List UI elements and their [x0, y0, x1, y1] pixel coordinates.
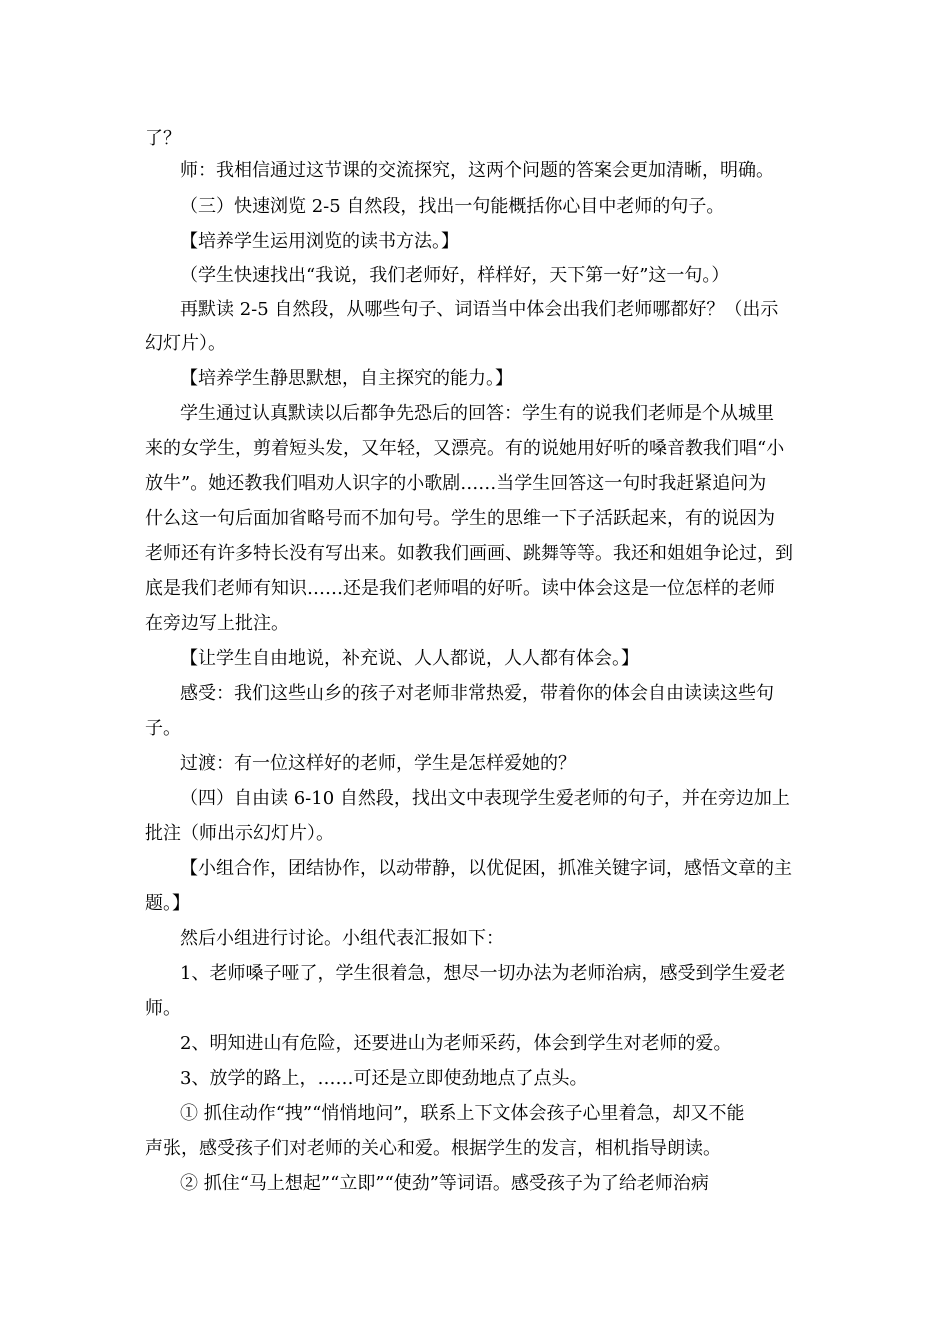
text-line: （三）快速浏览 2-5 自然段，找出一句能概括你心目中老师的句子。 — [180, 196, 725, 217]
text-line: 幻灯片）。 — [145, 333, 226, 354]
text-line: ② 抓住“马上想起”“立即”“使劲”等词语。感受孩子为了给老师治病 — [180, 1173, 709, 1194]
text-line: 感受：我们这些山乡的孩子对老师非常热爱，带着你的体会自由读读这些句 — [180, 683, 774, 704]
text-line: 2、明知进山有危险，还要进山为老师采药，体会到学生对老师的爱。 — [180, 1033, 732, 1054]
text-line: 师：我相信通过这节课的交流探究，这两个问题的答案会更加清晰，明确。 — [180, 160, 774, 181]
text-line: 了？ — [145, 128, 181, 149]
text-line: 什么这一句后面加省略号而不加句号。学生的思维一下子活跃起来，有的说因为 — [145, 508, 775, 529]
text-line: 1、老师嗓子哑了，学生很着急，想尽一切办法为老师治病，感受到学生爱老 — [180, 963, 786, 984]
text-line: ① 抓住动作“拽”“悄悄地问”，联系上下文体会孩子心里着急，却又不能 — [180, 1103, 745, 1124]
text-line: 学生通过认真默读以后都争先恐后的回答：学生有的说我们老师是个从城里 — [180, 403, 774, 424]
text-line: 声张，感受孩子们对老师的关心和爱。根据学生的发言，相机指导朗读。 — [145, 1138, 721, 1159]
text-line: 在旁边写上批注。 — [145, 613, 289, 634]
text-line: 【培养学生静思默想，自主探究的能力。】 — [180, 368, 513, 389]
text-line: 老师还有许多特长没有写出来。如教我们画画、跳舞等等。我还和姐姐争论过，到 — [145, 543, 793, 564]
text-line: 【小组合作，团结协作，以动带静，以优促困，抓准关键字词，感悟文章的主 — [180, 858, 792, 879]
text-line: 过渡：有一位这样好的老师，学生是怎样爱她的？ — [180, 753, 576, 774]
text-line: 批注（师出示幻灯片）。 — [145, 823, 334, 844]
text-line: 底是我们老师有知识……还是我们老师唱的好听。读中体会这是一位怎样的老师 — [145, 578, 775, 599]
text-line: 然后小组进行讨论。小组代表汇报如下： — [180, 928, 504, 949]
text-line: （学生快速找出“我说，我们老师好，样样好，天下第一好”这一句。） — [180, 265, 730, 286]
text-line: 子。 — [145, 718, 181, 739]
text-line: 【培养学生运用浏览的读书方法。】 — [180, 231, 459, 252]
text-line: 来的女学生，剪着短头发，又年轻，又漂亮。有的说她用好听的嗓音教我们唱“小 — [145, 438, 785, 459]
text-line: 再默读 2-5 自然段，从哪些句子、词语当中体会出我们老师哪都好？（出示 — [180, 299, 779, 320]
text-line: 放牛”。她还教我们唱劝人识字的小歌剧……当学生回答这一句时我赶紧追问为 — [145, 473, 767, 494]
text-line: 3、放学的路上，……可还是立即使劲地点了点头。 — [180, 1068, 588, 1089]
text-line: 师。 — [145, 998, 181, 1019]
text-line: （四）自由读 6-10 自然段，找出文中表现学生爱老师的句子，并在旁边加上 — [180, 788, 790, 809]
text-line: 题。】 — [145, 893, 190, 914]
text-line: 【让学生自由地说，补充说、人人都说，人人都有体会。】 — [180, 648, 639, 669]
